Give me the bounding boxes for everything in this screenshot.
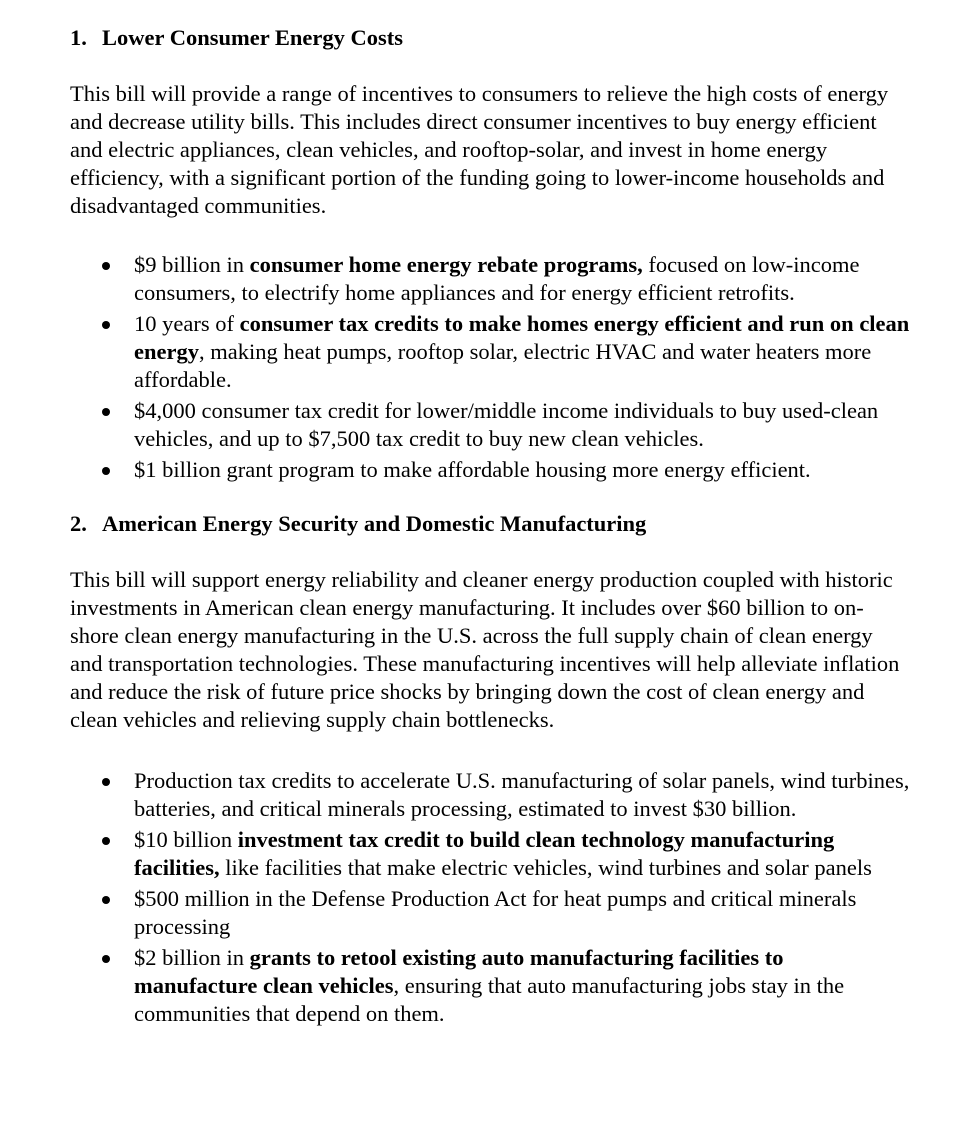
bullet-list (70, 251, 910, 484)
section-heading (70, 24, 910, 52)
list-item: $9 billion in consumer home energy rebate programs, focused on low-income consumers, to electrify home appliances and for energy efficient retrofits. (70, 251, 910, 307)
section-number: 1. (70, 25, 87, 50)
list-item: $1 billion grant program to make affordable housing more energy efficient. (70, 456, 910, 484)
bullet-icon (102, 778, 110, 786)
list-item: 10 years of consumer tax credits to make homes energy efficient and run on clean energy, making heat pumps, rooftop solar, electric HVAC and water heaters more affordable. (70, 310, 910, 394)
list-item: $10 billion investment tax credit to build clean technology manufacturing facilities, like facilities that make electric vehicles, wind turbines and solar panels (70, 826, 910, 882)
bullet-icon (102, 467, 110, 475)
bullet-icon (102, 262, 110, 270)
section-title: American Energy Security and Domestic Manufacturing (102, 511, 647, 536)
bullet-icon (102, 408, 110, 416)
document-page (70, 24, 910, 1028)
section-intro-paragraph: This bill will provide a range of incentives to consumers to relieve the high costs of energy and decrease utility bills. This includes direct consumer incentives to buy energy efficient and electric appliances, clean vehicles, and rooftop-solar, and invest in home energy efficiency, with a significant portion of the funding going to lower-income households and disadvantaged communities. (70, 81, 889, 218)
list-item: Production tax credits to accelerate U.S. manufacturing of solar panels, wind turbines, batteries, and critical minerals processing, estimated to invest $30 billion. (70, 767, 910, 823)
bullet-icon (102, 837, 110, 845)
section-intro-paragraph: This bill will support energy reliability and cleaner energy production coupled with historic investments in American clean energy manufacturing. It includes over $60 billion to on-shore clean energy manufacturing in the U.S. across the full supply chain of clean energy and transportation technologies. These manufacturing incentives will help alleviate inflation and reduce the risk of future price shocks by bringing down the cost of clean energy and clean vehicles and relieving supply chain bottlenecks. (70, 567, 900, 732)
section-number: 2. (70, 511, 87, 536)
bullet-icon (102, 955, 110, 963)
list-item: $4,000 consumer tax credit for lower/middle income individuals to buy used-clean vehicles, and up to $7,500 tax credit to buy new clean vehicles. (70, 397, 910, 453)
bullet-icon (102, 896, 110, 904)
list-item: $2 billion in grants to retool existing auto manufacturing facilities to manufacture clean vehicles, ensuring that auto manufacturing jobs stay in the communities that depend on them. (70, 944, 910, 1028)
bullet-list (70, 767, 910, 1028)
section-title: Lower Consumer Energy Costs (102, 25, 404, 50)
list-item: $500 million in the Defense Production Act for heat pumps and critical minerals processing (70, 885, 910, 941)
section-heading (70, 510, 910, 538)
bullet-icon (102, 321, 110, 329)
